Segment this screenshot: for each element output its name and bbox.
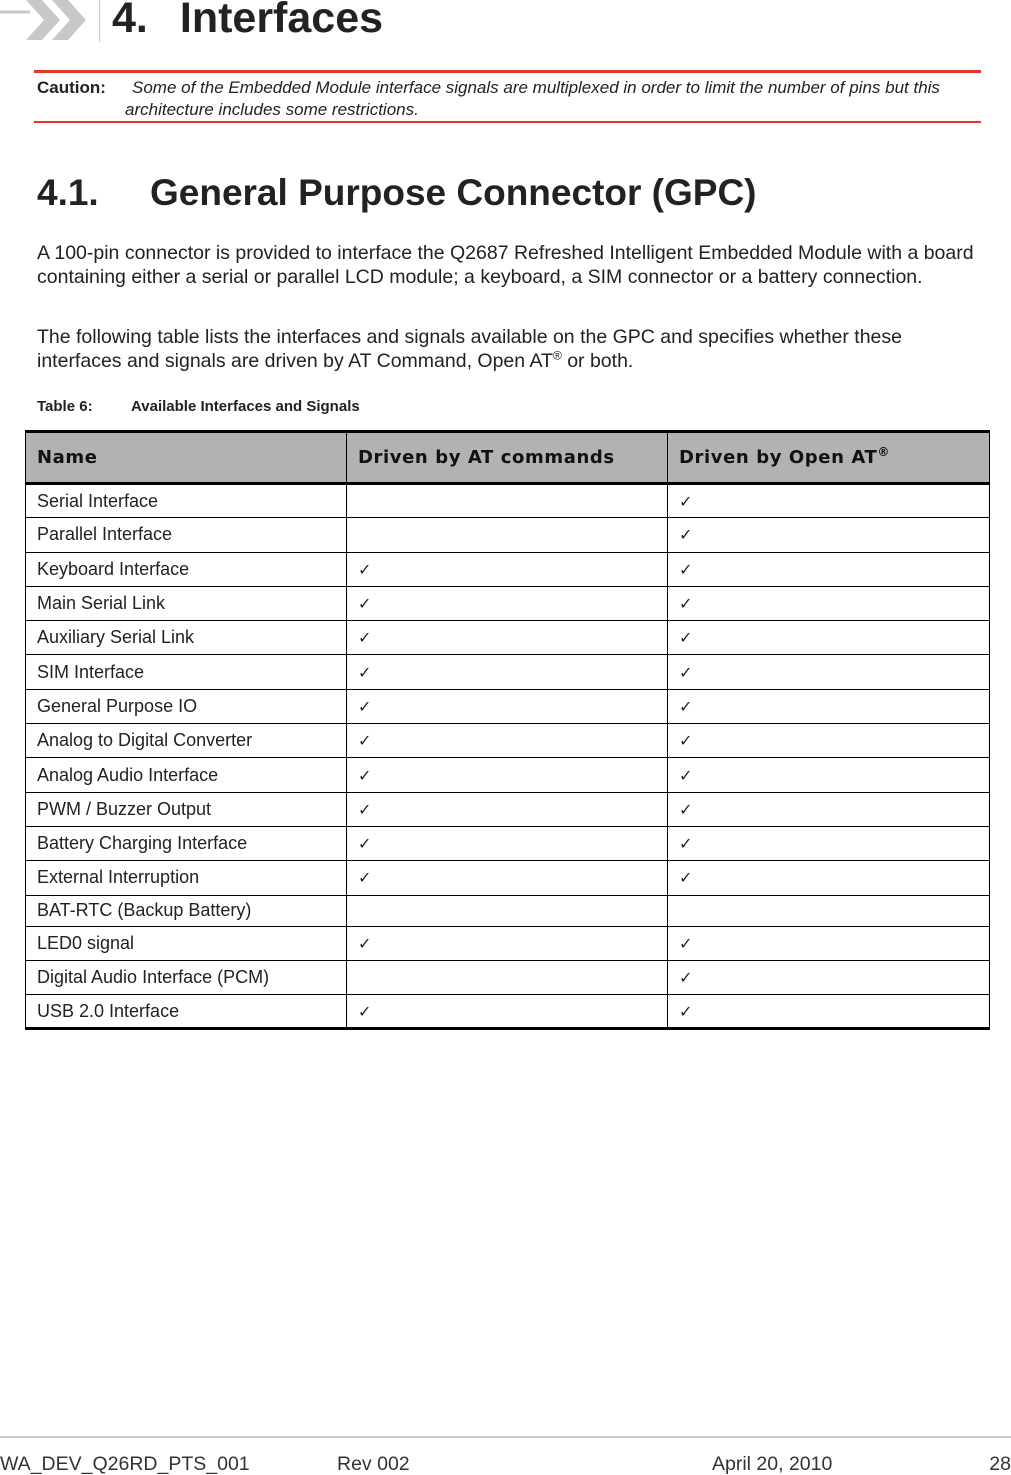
table-row — [26, 826, 990, 860]
cell-interface-name: Auxiliary Serial Link — [26, 621, 347, 655]
cell-driven-by-at — [347, 484, 668, 518]
cell-interface-name: External Interruption — [26, 861, 347, 895]
cell-driven-by-openat: ✓ — [668, 724, 990, 758]
cell-driven-by-openat: ✓ — [668, 861, 990, 895]
caution-box — [34, 70, 981, 123]
cell-driven-by-at: ✓ — [347, 586, 668, 620]
table-row — [26, 655, 990, 689]
header-registered-mark: ® — [877, 445, 890, 459]
table-row — [26, 995, 990, 1029]
section-number: 4.1. — [37, 172, 99, 213]
intro-paragraph: A 100-pin connector is provided to interface the Q2687 Refreshed Intelligent Embedded Module with a board containing either a serial or parallel LCD module; a keyboard, a SIM connector or a battery connection. — [37, 242, 974, 288]
table-caption-title: Available Interfaces and Signals — [131, 398, 360, 415]
chapter-number: 4. — [112, 0, 148, 42]
table-header-row — [26, 432, 990, 484]
footer-doc-id: WA_DEV_Q26RD_PTS_001 — [0, 1453, 250, 1475]
cell-driven-by-at: ✓ — [347, 724, 668, 758]
cell-interface-name: Analog to Digital Converter — [26, 724, 347, 758]
cell-driven-by-openat: ✓ — [668, 995, 990, 1029]
cell-driven-by-openat: ✓ — [668, 518, 990, 552]
cell-driven-by-openat: ✓ — [668, 792, 990, 826]
cell-interface-name: Battery Charging Interface — [26, 826, 347, 860]
cell-interface-name: Analog Audio Interface — [26, 758, 347, 792]
footer-date: April 20, 2010 — [712, 1453, 833, 1475]
cell-driven-by-openat: ✓ — [668, 826, 990, 860]
chapter-title-text: Interfaces — [179, 0, 384, 42]
header-driven-by-openat-text: Driven by Open AT — [679, 447, 878, 468]
cell-driven-by-at — [347, 895, 668, 926]
cell-interface-name: BAT-RTC (Backup Battery) — [26, 895, 347, 926]
cell-driven-by-openat: ✓ — [668, 926, 990, 960]
cell-interface-name: Serial Interface — [26, 484, 347, 518]
table-caption — [37, 398, 360, 415]
table-row — [26, 926, 990, 960]
table-intro-text: The following table lists the interfaces and signals available on the GPC and specifies whether these interfaces and signals are driven by AT Command, Open AT — [37, 326, 902, 372]
registered-mark: ® — [552, 348, 562, 363]
cell-driven-by-at: ✓ — [347, 926, 668, 960]
table-row — [26, 518, 990, 552]
cell-driven-by-openat: ✓ — [668, 689, 990, 723]
table-row — [26, 960, 990, 994]
cell-driven-by-at: ✓ — [347, 655, 668, 689]
cell-driven-by-at: ✓ — [347, 621, 668, 655]
cell-driven-by-at: ✓ — [347, 552, 668, 586]
cell-interface-name: General Purpose IO — [26, 689, 347, 723]
section-title-text: General Purpose Connector (GPC) — [150, 172, 757, 213]
double-chevron-icon — [0, 0, 100, 42]
cell-driven-by-at: ✓ — [347, 995, 668, 1029]
cell-driven-by-openat: ✓ — [668, 552, 990, 586]
cell-driven-by-at — [347, 518, 668, 552]
cell-driven-by-openat: ✓ — [668, 586, 990, 620]
footer-page-number: 28 — [989, 1453, 1011, 1475]
header-driven-by-openat — [668, 432, 990, 484]
table-intro-tail: or both. — [561, 350, 634, 372]
caution-text: Some of the Embedded Module interface signals are multiplexed in order to limit the number of pins but this architecture includes some restrictions. — [125, 78, 940, 119]
cell-driven-by-at: ✓ — [347, 826, 668, 860]
chapter-title — [112, 0, 383, 43]
table-row — [26, 861, 990, 895]
section-heading — [37, 172, 757, 214]
cell-driven-by-openat: ✓ — [668, 960, 990, 994]
table-row — [26, 895, 990, 926]
table-row — [26, 484, 990, 518]
table-row — [26, 792, 990, 826]
cell-driven-by-openat — [668, 895, 990, 926]
table-row — [26, 586, 990, 620]
table-body — [26, 484, 990, 1029]
table-row — [26, 758, 990, 792]
cell-driven-by-openat: ✓ — [668, 484, 990, 518]
cell-driven-by-openat: ✓ — [668, 621, 990, 655]
table-caption-number: Table 6: — [37, 398, 93, 415]
cell-driven-by-at: ✓ — [347, 758, 668, 792]
cell-driven-by-at — [347, 960, 668, 994]
cell-driven-by-at: ✓ — [347, 792, 668, 826]
table-row — [26, 689, 990, 723]
cell-interface-name: SIM Interface — [26, 655, 347, 689]
table-intro-paragraph — [37, 325, 977, 373]
cell-interface-name: Main Serial Link — [26, 586, 347, 620]
page-footer — [0, 1436, 1011, 1475]
cell-interface-name: PWM / Buzzer Output — [26, 792, 347, 826]
header-driven-by-at: Driven by AT commands — [347, 432, 668, 484]
cell-interface-name: Parallel Interface — [26, 518, 347, 552]
footer-revision: Rev 002 — [337, 1453, 410, 1475]
table-row — [26, 724, 990, 758]
cell-interface-name: Keyboard Interface — [26, 552, 347, 586]
table-row — [26, 552, 990, 586]
cell-interface-name: USB 2.0 Interface — [26, 995, 347, 1029]
cell-interface-name: LED0 signal — [26, 926, 347, 960]
cell-driven-by-openat: ✓ — [668, 758, 990, 792]
caution-label: Caution: — [37, 78, 106, 97]
header-name: Name — [26, 432, 347, 484]
interfaces-table — [25, 430, 990, 1030]
cell-interface-name: Digital Audio Interface (PCM) — [26, 960, 347, 994]
cell-driven-by-at: ✓ — [347, 689, 668, 723]
cell-driven-by-at: ✓ — [347, 861, 668, 895]
cell-driven-by-openat: ✓ — [668, 655, 990, 689]
chapter-header — [0, 0, 700, 44]
table-row — [26, 621, 990, 655]
